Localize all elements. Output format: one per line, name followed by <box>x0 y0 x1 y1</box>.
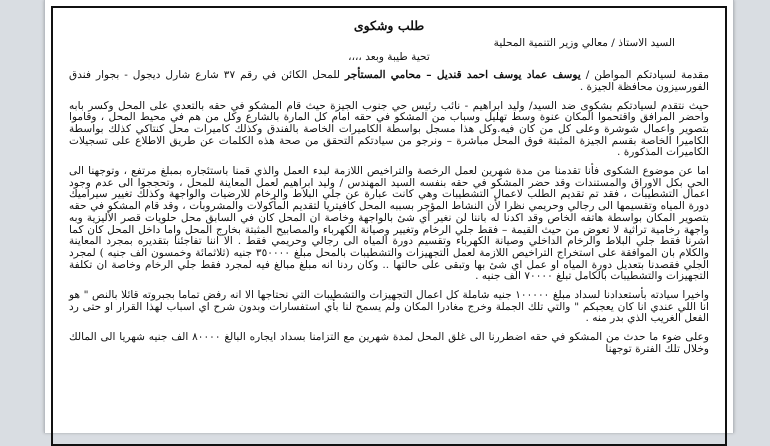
complainant-name: يوسف عماد يوسف احمد قنديل – محامي المستأجر <box>344 69 581 82</box>
document-title: طلب وشكوى <box>353 18 425 33</box>
subject-paragraph: اما عن موضوع الشكوى فأنا تقدمنا من مدة شهرين لعمل الرخصة والتراخيص اللازمة لبدء العمل والذي قمنا باستئجاره بمبلغ مرتفع ، وتوجهنا الى الحي بكل الاوراق والمستندات وقد حضر المشكو في حقه بنفسه السيد المهندس / وليد ابراهيم لعمل المعاينة للمحل ، وتحججوا الى عدم وجود اعمال التشطيبات ، فقد تم تقديم الطلب لاعمال التشطيبات وهي كانت عبارة عن جلي البلاط والرخام للارضيات والواجهة وكذلك تغيير سيراميك دورة المياه وتقسيمها الى رجالي وحريمي نظرا لأن النشاط المؤجر بسببه المحل كافيتريا لتقديم المأكولات والمشروبات ، وقد قام المشكو في حقه بتصوير المكان بواسطة هاتفه الخاص وقد اكدنا له باننا لن نغير أي شئ بالواجهة وخاصة ان المحل كان في السابق محل حلويات قصر الأليزية وبه واجهة رخامية تراثية لا تعوض من حيث القيمة – فقط جلي الرخام وتغيير وصيانة الكهرباء والمصابيح المثبتة بخارج المحل واما داخل المحل كان كما اشرنا فقط جلي البلاط والرخام الداخلي وصيانة الكهرباء وتقسيم دورة المياه الى رجالي وحريمي فقط . الا اننا تفاجئنا بتقديره بمجرد المعاينة والكلام بان الموافقة على استخراج التراخيص اللازمة لعمل التجهيزات والتشطيبات بالمحل مبلغ ٣٥٠٠٠٠ جنيه (ثلاثمائة وخمسون الف جنيه ) لمجرد الجلي فقصدنا بتعديل دورة المياه او عمل اي شئ بها وتبقى على حالتها .. وكان ردنا انه مبلغ مبالغ فيه لمجرد فقط جلي الرخام وخاصة ان تكلفة التجهيزات والتشطيبات بالكامل تبلغ ٧٠٠٠٠ الف جنيه . <box>69 165 709 283</box>
complaint-paragraph: حيث نتقدم لسيادتكم بشكوى ضد السيد/ وليد ابراهيم - نائب رئيس حي جنوب الجيزة حيث قام المشكو في حقه بالتعدي على المحل وكسر بابه واحضر المرافق واقتحموا المكان عنوة وسط تهليل وسباب من المشكو في حقه امام كل المارة بالشارع وكل من هم في محيط المحل ، وقاموا بتصوير واعمال شوشرة وعلى كل من كان فيه.وكل هذا مسجل بواسطة الكاميرات الخاصة بالفندق وكذلك كاميرات محل كنتاكي كذلك بواسطة الكاميرا الخاصة بقسم الجيزة المثبتة فوق المحل مباشرة – ونرجو من سيادتكم التحقق من صحة هذه الكلمات عن طريق الاطلاع على تسجيلات الكاميرات المذكورة . <box>69 99 709 159</box>
addressee-line: السيد الاستاذ / معالي وزير التنمية المحلية <box>493 36 675 49</box>
intro-text-end: للمحل الكائن في رقم ٣٧ شارع شارل ديجول - بجوار فندق الفورسيزون محافظة الجيزة . <box>69 69 709 93</box>
document-body <box>69 20 709 356</box>
document-page <box>44 0 734 433</box>
greeting-line: تحية طيبة وبعد ،،،، <box>348 51 430 64</box>
closure-paragraph: وعلى ضوء ما حدث من المشكو في حقه اضطررنا الى غلق المحل لمدة شهرين مع التزامنا بسداد ايجاره البالغ ٨٠٠٠٠ الف جنيه شهريا الى المالك وخلال تلك الفترة توجهنا <box>69 331 709 355</box>
intro-text-start: مقدمة لسيادتكم المواطن / <box>580 69 709 82</box>
intro-paragraph <box>69 70 709 93</box>
offer-paragraph: واخيرا سيادته بأستعدادنا لسداد مبلغ ١٠٠٠٠٠ جنيه شاملة كل اعمال التجهيزات والتشطيبات التي نحتاجها الا انه رفض تماما بجبروته قائلا بالنص " هو انا اللي عندي انا كان يعجبكم " والتي تلك الجملة وخرج مغادرا المكان ولم يسمح لنا بأي استفسارات وبدون شرح اي اسباب لهذا القرار او حتى رد الفعل الغريب الذي بدر منه . <box>69 289 709 325</box>
document-border <box>51 6 727 446</box>
